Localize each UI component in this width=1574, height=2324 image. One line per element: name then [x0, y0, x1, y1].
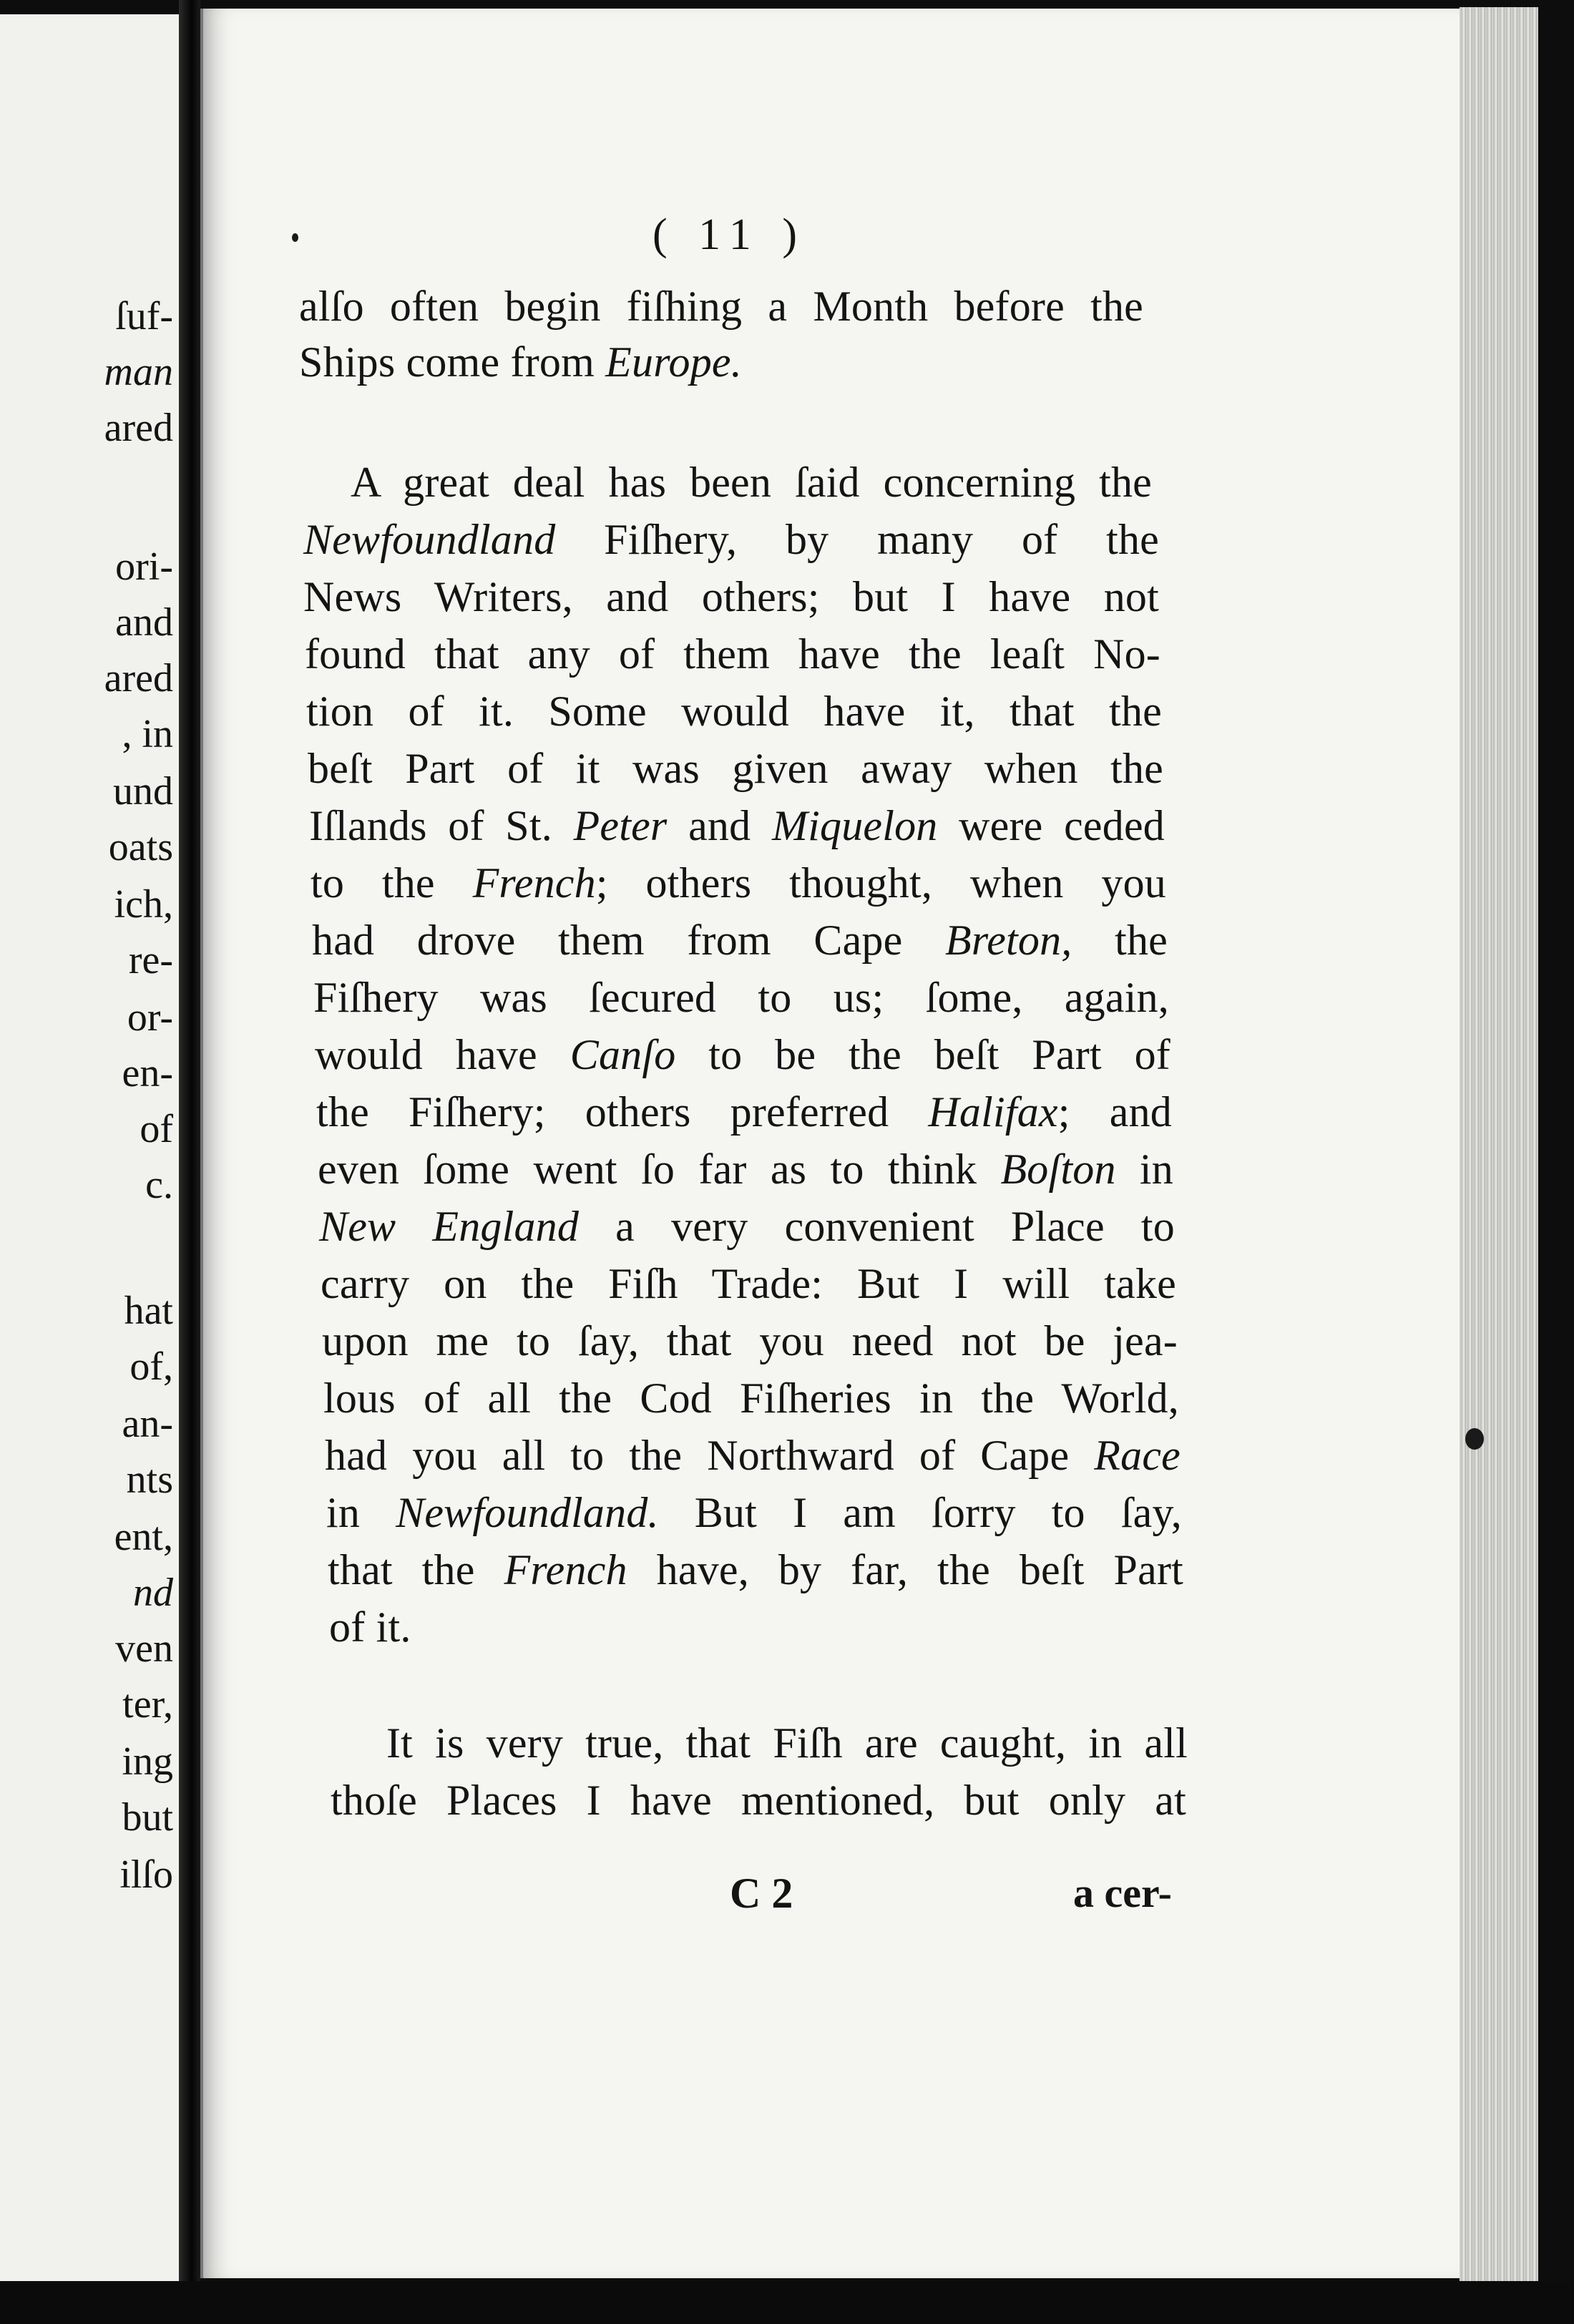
text-line	[386, 1717, 1188, 1769]
italic-text: Canſo	[570, 1031, 676, 1078]
ink-speck	[292, 233, 298, 242]
left-page-fragment: ori-	[115, 545, 173, 589]
left-page-fragment: en-	[122, 1051, 173, 1095]
text-run: carry on the Fiſh Trade: But I will take	[321, 1260, 1176, 1307]
text-line	[299, 280, 1143, 332]
text-run: ; others thought, when you	[595, 859, 1166, 907]
text-line	[323, 1372, 1179, 1424]
text-line	[303, 514, 1159, 565]
text-run: would have	[315, 1031, 570, 1078]
left-page-fragment: re-	[128, 938, 173, 982]
text-line	[329, 1601, 411, 1653]
text-line	[313, 972, 1169, 1023]
left-page-fragment: an-	[122, 1402, 173, 1446]
text-line	[311, 857, 1166, 909]
text-line	[326, 1487, 1182, 1538]
text-line	[305, 628, 1160, 680]
left-page-fragment: ing	[122, 1739, 173, 1784]
page-number: ( 11 )	[652, 210, 807, 259]
text-run: lous of all the Cod Fiſheries in the World,	[323, 1375, 1179, 1422]
text-run: A great deal has been ſaid concerning the	[351, 459, 1152, 506]
page-edge-shadow	[1538, 0, 1574, 2324]
text-run: Fiſhery was ſecured to us; ſome, again,	[313, 974, 1169, 1021]
text-line	[312, 914, 1168, 966]
text-run: even ſome went ſo far as to think	[318, 1146, 1001, 1193]
book-gutter	[179, 0, 200, 2324]
text-run: had drove them from Cape	[312, 917, 946, 964]
catchword: a cer-	[1073, 1870, 1172, 1916]
text-line	[308, 743, 1163, 794]
text-line	[315, 1029, 1170, 1080]
left-page-fragment: ter,	[122, 1682, 173, 1727]
left-page-fragment: ared	[104, 406, 173, 450]
text-run: found that any of them have the leaſt No-	[305, 630, 1160, 678]
text-run: Ships come from	[299, 338, 606, 386]
left-page-fragment: ich,	[114, 882, 173, 927]
left-page-fragment: ven	[115, 1626, 173, 1671]
text-line	[316, 1086, 1172, 1138]
text-run: that the	[328, 1546, 504, 1593]
left-page-fragment: of	[140, 1107, 173, 1151]
left-page-fragment: and	[115, 600, 173, 645]
text-run: ; and	[1057, 1088, 1172, 1136]
italic-text: Miquelon	[771, 802, 938, 849]
italic-text: Halifax	[928, 1088, 1058, 1136]
italic-text: Europe.	[605, 338, 742, 386]
left-page-fragment: ared	[104, 656, 173, 700]
left-facing-page	[0, 14, 179, 2286]
text-line	[331, 1774, 1186, 1826]
text-line	[318, 1143, 1173, 1195]
text-run: Iſlands of St.	[309, 802, 574, 849]
left-page-fragment: hat	[124, 1289, 173, 1333]
italic-text: Boſton	[1000, 1146, 1116, 1193]
text-run: tion of it. Some would have it, that the	[306, 688, 1162, 735]
italic-text: Newfoundland	[303, 516, 556, 563]
left-page-fragment: or-	[127, 995, 173, 1040]
left-page-fragment: oats	[108, 825, 173, 869]
text-line	[319, 1201, 1175, 1252]
left-page-fragment: nts	[126, 1458, 173, 1502]
text-run: upon me to ſay, that you need not be jea-	[322, 1317, 1178, 1364]
text-line	[321, 1258, 1176, 1309]
left-page-fragment: man	[104, 350, 173, 394]
text-run: in	[1115, 1146, 1173, 1193]
left-page-fragment: ilſo	[119, 1852, 173, 1897]
text-run: the	[1072, 917, 1168, 964]
text-line	[303, 571, 1159, 622]
italic-text: Race	[1094, 1432, 1180, 1479]
text-run: the Fiſhery; others preferred	[316, 1088, 929, 1136]
italic-text: Newfoundland.	[396, 1489, 659, 1536]
left-page-fragment: c.	[145, 1163, 173, 1207]
italic-text: French	[504, 1546, 627, 1593]
text-run: But I am ſorry to ſay,	[658, 1489, 1182, 1536]
bottom-shadow	[0, 2281, 1574, 2324]
text-line	[299, 336, 742, 388]
text-run: thoſe Places I have mentioned, but only at	[331, 1777, 1186, 1824]
text-run: News Writers, and others; but I have not	[303, 573, 1159, 620]
text-run: of it.	[329, 1603, 411, 1651]
left-page-fragment: but	[122, 1795, 173, 1840]
text-line	[351, 456, 1152, 508]
text-run: beſt Part of it was given away when the	[308, 745, 1163, 792]
text-run: It is very true, that Fiſh are caught, in all	[386, 1719, 1188, 1767]
text-run: have, by far, the beſt Part	[627, 1546, 1183, 1593]
left-page-fragment: ent,	[114, 1515, 173, 1559]
signature-mark: C 2	[730, 1870, 793, 1917]
text-run: and	[667, 802, 772, 849]
text-run: a very convenient Place to	[579, 1203, 1175, 1250]
italic-text: Peter	[573, 802, 668, 849]
text-run: were ceded	[937, 802, 1165, 849]
text-line	[306, 685, 1162, 737]
left-page-fragment: ſuf-	[115, 294, 173, 338]
text-line	[322, 1315, 1178, 1367]
left-page-fragment: of,	[129, 1344, 173, 1389]
text-run: had you all to the Northward of Cape	[325, 1432, 1095, 1479]
left-page-fragment: , in	[122, 712, 173, 756]
text-run: Fiſhery, by many of the	[555, 516, 1159, 563]
text-line	[325, 1430, 1180, 1481]
text-run: alſo often begin fiſhing a Month before the	[299, 283, 1143, 330]
left-page-fragment: und	[113, 769, 173, 814]
italic-text: French	[472, 859, 596, 907]
text-line	[328, 1544, 1183, 1596]
italic-text: Breton,	[945, 917, 1072, 964]
text-run: in	[326, 1489, 396, 1536]
text-run: to the	[311, 859, 473, 907]
italic-text: New England	[319, 1203, 580, 1250]
text-run: to be the beſt Part of	[675, 1031, 1170, 1078]
text-line	[309, 800, 1165, 851]
left-page-fragment: nd	[133, 1571, 173, 1615]
ink-speck	[1465, 1428, 1484, 1450]
